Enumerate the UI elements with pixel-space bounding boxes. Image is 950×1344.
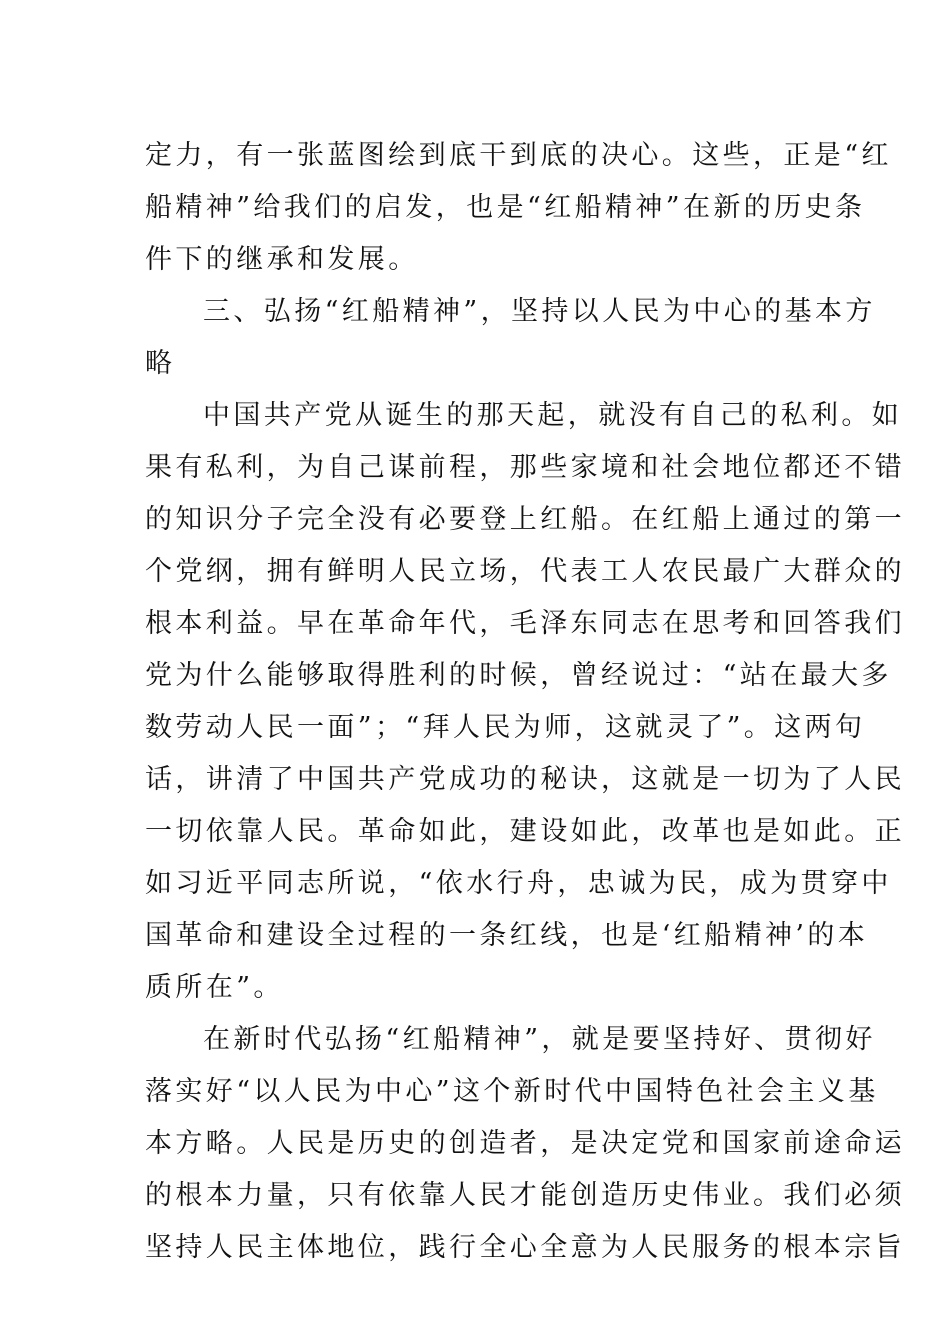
text-line: 国革命和建设全过程的一条红线，也是‘红船精神’的本 [145, 920, 869, 951]
section-heading [145, 286, 876, 390]
heading-line: 略 [145, 348, 176, 379]
text-line: 根本利益。早在革命年代，毛泽东同志在思考和回答我们 [145, 608, 905, 639]
text-line: 件下的继承和发展。 [145, 244, 419, 275]
text-line: 一切依靠人民。革命如此，建设如此，改革也是如此。正 [145, 816, 905, 847]
text-line: 质所在”。 [145, 972, 284, 1003]
text-line: 本方略。人民是历史的创造者，是决定党和国家前途命运 [145, 1128, 905, 1159]
text-line: 果有私利，为自己谋前程，那些家境和社会地位都还不错 [145, 452, 905, 483]
text-line: 定力，有一张蓝图绘到底干到底的决心。这些，正是“红 [145, 140, 892, 171]
text-line: 落实好“以人民为中心”这个新时代中国特色社会主义基 [145, 1076, 879, 1107]
document-body [145, 130, 905, 1274]
paragraph-continuation [145, 130, 892, 286]
heading-line: 三、弘扬“红船精神”，坚持以人民为中心的基本方 [203, 296, 876, 327]
text-line: 中国共产党从诞生的那天起，就没有自己的私利。如 [203, 400, 903, 431]
text-line: 的根本力量，只有依靠人民才能创造历史伟业。我们必须 [145, 1180, 905, 1211]
paragraph-new-era [145, 1014, 905, 1274]
text-line: 党为什么能够取得胜利的时候，曾经说过：“站在最大多 [145, 660, 892, 691]
text-line: 坚持人民主体地位，践行全心全意为人民服务的根本宗旨 [145, 1232, 905, 1263]
text-line: 数劳动人民一面”；“拜人民为师，这就灵了”。这两句 [145, 712, 866, 743]
text-line: 如习近平同志所说，“依水行舟，忠诚为民，成为贯穿中 [145, 868, 892, 899]
text-line: 话，讲清了中国共产党成功的秘诀，这就是一切为了人民 [145, 764, 905, 795]
text-line: 在新时代弘扬“红船精神”，就是要坚持好、贯彻好 [203, 1024, 876, 1055]
paragraph-party-origin [145, 390, 905, 1014]
text-line: 个党纲，拥有鲜明人民立场，代表工人农民最广大群众的 [145, 556, 905, 587]
text-line: 的知识分子完全没有必要登上红船。在红船上通过的第一 [145, 504, 905, 535]
text-line: 船精神”给我们的启发，也是“红船精神”在新的历史条 [145, 192, 866, 223]
